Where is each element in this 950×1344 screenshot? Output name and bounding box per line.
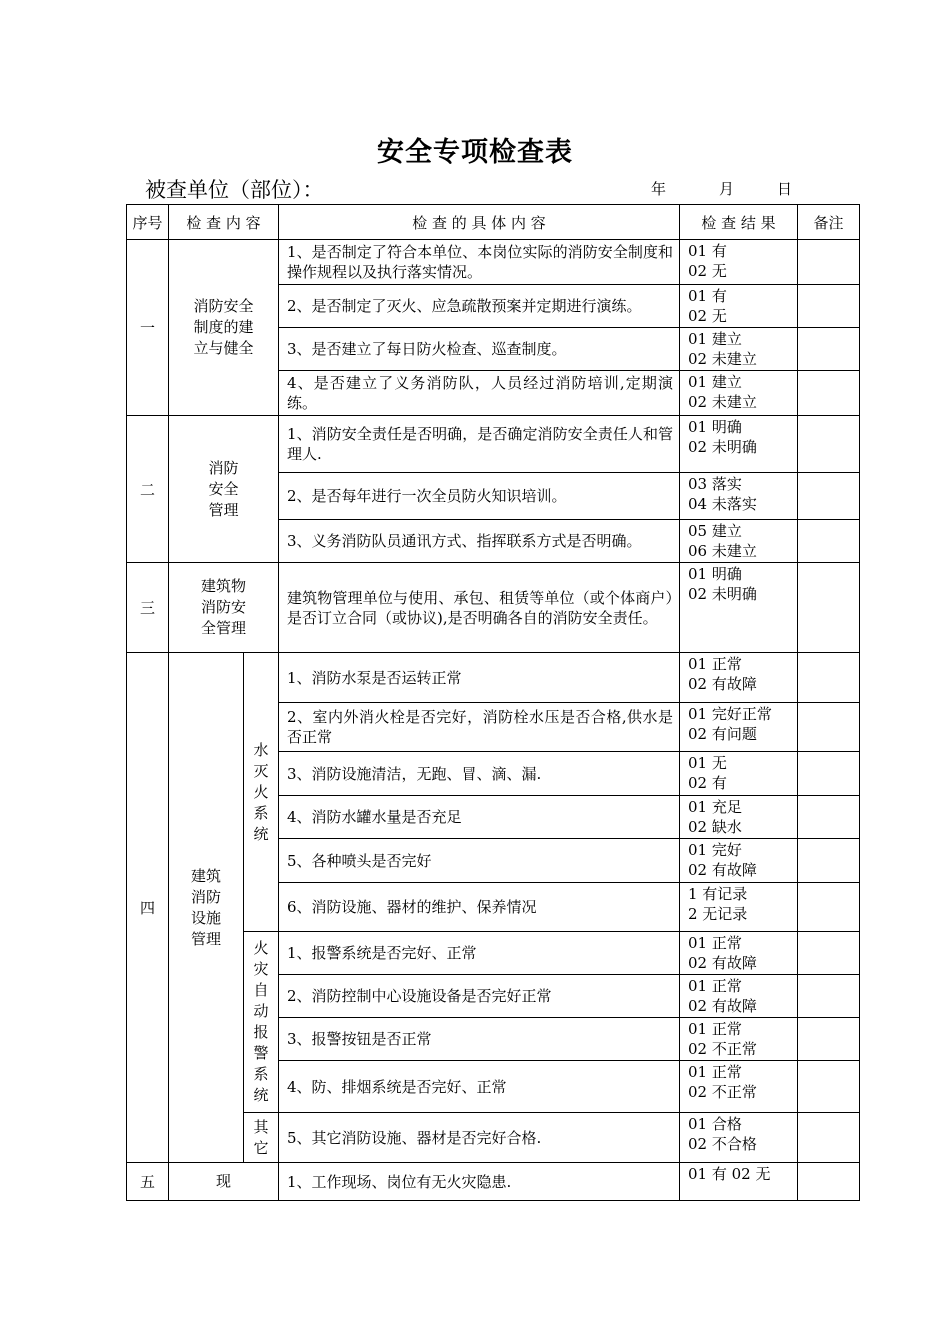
check-result [680, 473, 798, 520]
date-day-label: 日 [777, 180, 793, 198]
section-category-line: 消防安 [200, 598, 246, 616]
subsystem-label-line: 动 [253, 1002, 269, 1020]
check-item-content: 1、报警系统是否完好、正常 [279, 932, 680, 975]
table-row [127, 240, 860, 285]
check-item-content: 4、是否建立了义务消防队，人员经过消防培训,定期演练。 [279, 371, 680, 416]
check-result-line: 1 有记录 [688, 885, 748, 903]
check-result-line: 01 正常 [688, 1063, 742, 1081]
check-item-content: 2、消防控制中心设施设备是否完好正常 [279, 975, 680, 1018]
check-result-line: 02 未明确 [688, 438, 757, 456]
header-result: 检 查 结 果 [680, 205, 798, 240]
remark-cell [798, 839, 860, 883]
remark-cell [798, 328, 860, 371]
check-result [680, 240, 798, 285]
subsystem-label-line: 灾 [253, 960, 269, 978]
check-result-line: 02 有故障 [688, 675, 757, 693]
subsystem-label [244, 653, 279, 932]
check-result-line: 01 明确 [688, 565, 742, 583]
check-result-line: 02 无 [688, 262, 727, 280]
table-row [127, 653, 860, 703]
section-category-line: 消防 [208, 458, 239, 477]
check-item-content: 3、义务消防队员通讯方式、指挥联系方式是否明确。 [279, 520, 680, 563]
check-result-line: 01 建立 [688, 330, 742, 348]
remark-cell [798, 653, 860, 703]
date-month-label: 月 [719, 180, 735, 198]
header-item: 检 查 内 容 [169, 205, 279, 240]
section-category [169, 416, 279, 563]
section-category-line: 管理 [190, 929, 221, 948]
remark-cell [798, 883, 860, 932]
subsystem-label [244, 1113, 279, 1163]
check-result [680, 653, 798, 703]
check-result [680, 416, 798, 473]
remark-cell [798, 1018, 860, 1061]
subsystem-label-line: 统 [253, 824, 269, 843]
check-result [680, 703, 798, 752]
check-result-line: 01 完好正常 [688, 705, 772, 723]
check-result-line: 02 有故障 [688, 954, 757, 972]
header-detail: 检 查 的 具 体 内 容 [279, 205, 680, 240]
check-item-content: 建筑物管理单位与使用、承包、租赁等单位（或个体商户）是否订立合同（或协议),是否明确各自的消防安全责任。 [279, 563, 680, 653]
section-number: 一 [127, 240, 169, 416]
subsystem-label-line: 它 [253, 1138, 269, 1157]
check-item-content: 1、工作现场、岗位有无火灾隐患. [279, 1163, 680, 1201]
subsystem-label-line: 系 [253, 1065, 269, 1083]
check-result-line: 2 无记录 [688, 905, 748, 923]
header-no: 序号 [127, 205, 169, 240]
remark-cell [798, 285, 860, 328]
section-number: 四 [127, 653, 169, 1163]
section-category [169, 240, 279, 416]
check-result [680, 371, 798, 416]
check-result [680, 285, 798, 328]
remark-cell [798, 1061, 860, 1113]
check-result-line: 01 完好 [688, 841, 742, 859]
check-result-line: 02 不正常 [688, 1040, 757, 1058]
section-category [169, 653, 244, 1163]
check-item-content: 2、是否每年进行一次全员防火知识培训。 [279, 473, 680, 520]
subsystem-label-line: 警 [253, 1044, 269, 1062]
check-result-line: 02 有故障 [688, 997, 757, 1015]
check-result-line: 04 未落实 [688, 495, 757, 513]
section-category-line: 建筑物 [200, 577, 246, 595]
subsystem-label-line: 系 [253, 803, 269, 822]
subsystem-label-line: 灭 [253, 761, 269, 780]
check-item-content: 3、消防设施清洁，无跑、冒、滴、漏. [279, 752, 680, 796]
check-result-line: 01 正常 [688, 977, 742, 995]
section-category-line: 设施 [190, 908, 221, 927]
check-item-content: 1、消防水泵是否运转正常 [279, 653, 680, 703]
remark-cell [798, 932, 860, 975]
subsystem-label-line: 火 [253, 939, 269, 957]
check-result-line: 01 合格 [688, 1115, 742, 1133]
check-result [680, 328, 798, 371]
page-title: 安全专项检查表 [377, 137, 573, 168]
subsystem-label-line: 报 [253, 1023, 269, 1041]
check-result [680, 1018, 798, 1061]
check-result [680, 520, 798, 563]
remark-cell [798, 703, 860, 752]
check-result-line: 01 正常 [688, 1020, 742, 1038]
section-category-line: 安全 [208, 479, 239, 498]
check-result [680, 883, 798, 932]
section-category [169, 563, 279, 653]
check-item-content: 2、是否制定了灭火、应急疏散预案并定期进行演练。 [279, 285, 680, 328]
check-item-content: 5、各种喷头是否完好 [279, 839, 680, 883]
check-result-line: 02 不正常 [688, 1083, 757, 1101]
check-item-content: 4、消防水罐水量是否充足 [279, 796, 680, 839]
inspected-unit-label: 被查单位（部位）： [145, 178, 324, 202]
check-result-line: 02 有故障 [688, 861, 757, 879]
section-category [169, 1163, 279, 1201]
check-result-line: 02 不合格 [688, 1135, 757, 1153]
remark-cell [798, 371, 860, 416]
section-category-line: 制度的建 [193, 318, 254, 336]
check-result-line: 06 未建立 [688, 542, 757, 560]
check-result-line: 02 未明确 [688, 585, 757, 603]
section-number: 三 [127, 563, 169, 653]
check-item-content: 1、是否制定了符合本单位、本岗位实际的消防安全制度和操作规程以及执行落实情况。 [279, 240, 680, 285]
table-row [127, 1163, 860, 1201]
subsystem-label-line: 其 [253, 1117, 269, 1136]
check-item-content: 3、是否建立了每日防火检查、巡查制度。 [279, 328, 680, 371]
check-result [680, 752, 798, 796]
check-result-line: 02 未建立 [688, 350, 757, 368]
check-result-line: 01 无 [688, 754, 727, 772]
check-result [680, 796, 798, 839]
check-result-line: 05 建立 [688, 522, 742, 540]
section-category-line: 消防安全 [193, 297, 254, 315]
check-result-line: 01 有 [688, 242, 727, 260]
subsystem-label-line: 统 [253, 1086, 269, 1104]
remark-cell [798, 520, 860, 563]
remark-cell [798, 1163, 860, 1201]
section-category-line: 消防 [190, 887, 221, 906]
check-result-line: 01 有 [688, 287, 727, 305]
section-number: 二 [127, 416, 169, 563]
check-result-line: 01 充足 [688, 798, 742, 816]
subsystem-label-line: 水 [253, 740, 269, 759]
subsystem-label [244, 932, 279, 1113]
inspection-table [126, 204, 860, 1201]
check-result-line: 02 缺水 [688, 818, 742, 836]
check-result [680, 975, 798, 1018]
check-result [680, 1113, 798, 1163]
remark-cell [798, 563, 860, 653]
remark-cell [798, 975, 860, 1018]
check-item-content: 5、其它消防设施、器材是否完好合格. [279, 1113, 680, 1163]
section-category-line: 全管理 [200, 619, 246, 637]
check-result-line: 02 有 [688, 774, 727, 792]
section-category-line: 现 [215, 1172, 231, 1190]
remark-cell [798, 473, 860, 520]
subsystem-label-line: 火 [253, 782, 269, 801]
check-result-line: 03 落实 [688, 475, 742, 493]
check-result-line: 01 正常 [688, 655, 742, 673]
check-result [680, 839, 798, 883]
table-row [127, 416, 860, 473]
header-remark: 备注 [798, 205, 860, 240]
check-result [680, 932, 798, 975]
check-result-line: 02 未建立 [688, 393, 757, 411]
check-result-line: 01 有 02 无 [688, 1165, 771, 1183]
section-category-line: 建筑 [190, 866, 221, 885]
check-item-content: 1、消防安全责任是否明确，是否确定消防安全责任人和管理人. [279, 416, 680, 473]
check-result-line: 02 无 [688, 307, 727, 325]
section-category-line: 管理 [208, 500, 239, 519]
remark-cell [798, 240, 860, 285]
remark-cell [798, 796, 860, 839]
table-row [127, 563, 860, 653]
check-item-content: 4、防、排烟系统是否完好、正常 [279, 1061, 680, 1113]
check-result-line: 01 明确 [688, 418, 742, 436]
check-result [680, 1163, 798, 1201]
check-item-content: 3、报警按钮是否正常 [279, 1018, 680, 1061]
section-category-line: 立与健全 [193, 339, 254, 357]
subsystem-label-line: 自 [253, 981, 269, 999]
check-item-content: 6、消防设施、器材的维护、保养情况 [279, 883, 680, 932]
check-result-line: 01 正常 [688, 934, 742, 952]
table-header-row [127, 205, 860, 240]
remark-cell [798, 1113, 860, 1163]
check-result [680, 1061, 798, 1113]
check-result [680, 563, 798, 653]
remark-cell [798, 752, 860, 796]
date-year-label: 年 [651, 180, 667, 198]
check-result-line: 02 有问题 [688, 725, 757, 743]
table-body [127, 240, 860, 1201]
check-item-content: 2、室内外消火栓是否完好，消防栓水压是否合格,供水是否正常 [279, 703, 680, 752]
check-result-line: 01 建立 [688, 373, 742, 391]
section-number: 五 [127, 1163, 169, 1201]
remark-cell [798, 416, 860, 473]
